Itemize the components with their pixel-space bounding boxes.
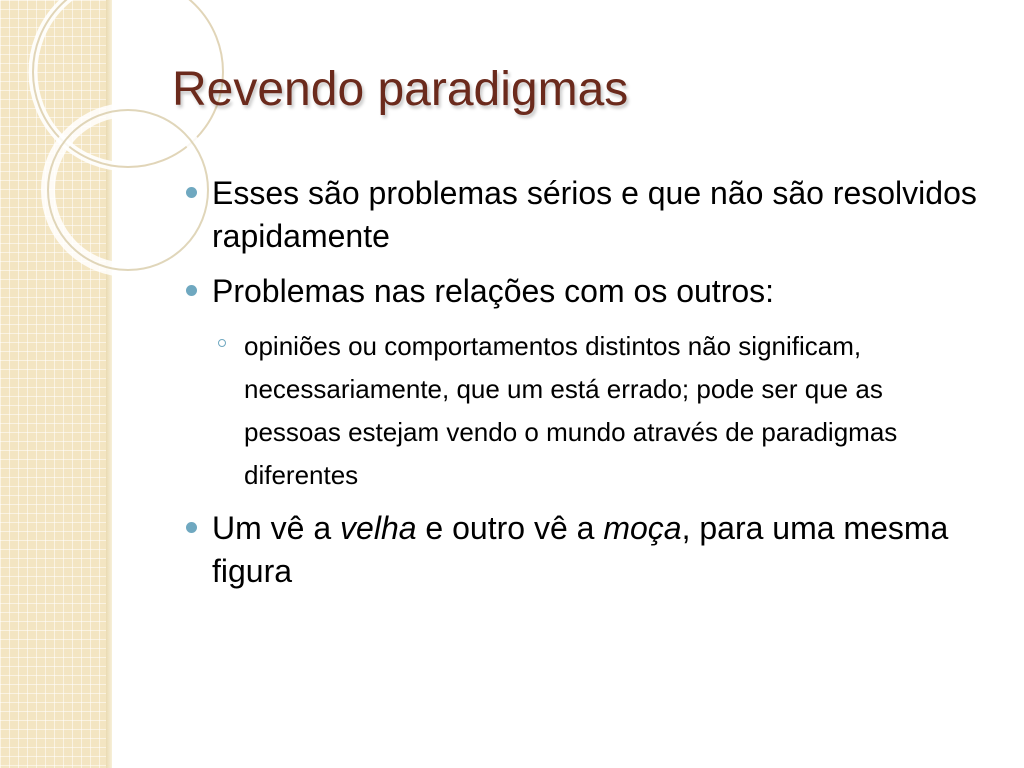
bullet-text-part: , para uma mesma figura bbox=[212, 510, 949, 589]
bullet-text-emphasis: velha bbox=[340, 510, 417, 546]
bullet-text-emphasis: moça bbox=[603, 510, 682, 546]
bullet-text: Problemas nas relações com os outros: bbox=[212, 273, 775, 309]
bullet-text-part: Um vê a bbox=[212, 510, 341, 546]
bullet-dot-icon bbox=[186, 187, 197, 198]
slide-body bbox=[186, 172, 986, 605]
bullet-text-part: e outro vê a bbox=[416, 510, 604, 546]
bullet-item bbox=[186, 507, 986, 593]
bullet-text: Esses são problemas sérios e que não são resolvidos rapidamente bbox=[212, 175, 977, 254]
slide-title: Revendo paradigmas bbox=[172, 63, 629, 116]
sub-bullet-item bbox=[186, 325, 944, 497]
bullet-item bbox=[186, 270, 986, 313]
bullet-dot-icon bbox=[186, 522, 197, 533]
bullet-item bbox=[186, 172, 986, 258]
bullet-dot-icon bbox=[186, 285, 197, 296]
bullet-ring-icon bbox=[218, 339, 226, 347]
sub-bullet-text: opiniões ou comportamentos distintos não significam, necessariamente, que um está errado; pode ser que as pessoas estejam vendo o mundo através de paradigmas diferentes bbox=[244, 331, 898, 490]
